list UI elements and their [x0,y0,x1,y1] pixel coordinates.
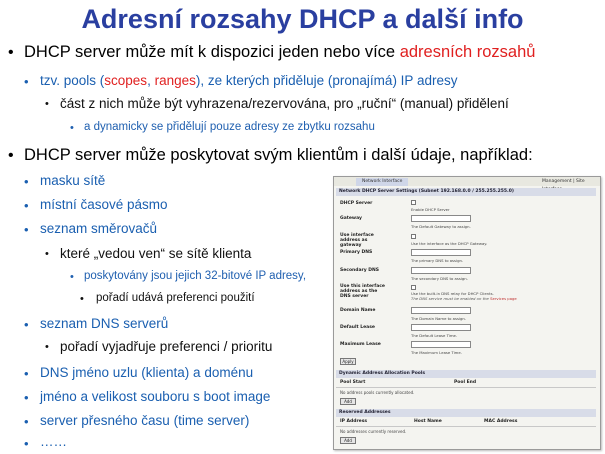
bullet-dot: • [24,74,29,89]
gateway-help: The Default Gateway to assign. [411,224,471,229]
router-dhcp-screenshot [333,176,601,450]
secondary-dns-input[interactable] [411,267,471,274]
add-pool-button[interactable]: Add [340,398,356,405]
tab-bar [334,177,600,186]
use-iface-dns-checkbox[interactable] [411,285,416,290]
use-iface-gw-label: Use interface address as gateway [340,233,374,248]
bullet-dot: • [24,174,29,189]
pool-start-col: Pool Start [340,380,366,385]
secondary-dns-help: The secondary DNS to assign. [411,276,468,281]
dhcp-settings-header: Network DHCP Server Settings (Subnet 192.168.0.0 / 255.255.255.0) [336,188,596,196]
bullet-dot: • [24,366,29,381]
bullet-text: , [147,73,155,88]
res-host-col: Host Name [414,419,442,424]
domain-input[interactable] [411,307,471,314]
max-lease-label: Maximum Lease [340,342,381,347]
dhcp-server-help: Enable DHCP Server [411,207,450,212]
default-lease-label: Default Lease [340,325,375,330]
help-italic-text: The DNS service must be enabled on the [411,296,489,301]
bullet-text: ), ze kterých přiděluje (pronajímá) IP adresy [195,73,458,88]
bullet-dot: • [80,293,84,305]
pool-end-col: Pool End [454,380,477,385]
use-iface-gw-checkbox[interactable] [411,234,416,239]
default-lease-help: The Default Lease Time. [411,333,458,338]
bullet-reserved: část z nich může být vyhrazena/rezervována, pro „ruční“ (manual) přidělení [60,96,509,111]
item-ellipsis: …… [40,434,67,449]
default-lease-input[interactable] [411,324,471,331]
domain-label: Domain Name [340,308,376,313]
divider [336,387,596,388]
item-mask: masku sítě [40,173,106,188]
apply-button[interactable]: Apply [340,358,356,365]
bullet-dot: • [45,341,49,353]
pools-empty-text: No address pools currently allocated. [340,390,415,395]
bullet-dot: • [45,248,49,260]
add-reserved-button[interactable]: Add [340,437,356,444]
highlight-text: ranges [154,73,196,88]
max-lease-input[interactable] [411,341,471,348]
pools-header: Dynamic Address Allocation Pools [336,370,596,378]
item-dns: seznam DNS serverů [40,316,169,331]
max-lease-help: The Maximum Lease Time. [411,350,462,355]
dhcp-server-checkbox[interactable] [411,200,416,205]
bullet-dhcp-extra: DHCP server může poskytovat svým klientům i další údaje, například: [24,146,533,164]
secondary-dns-label: Secondary DNS [340,268,379,273]
reserved-empty-text: No addresses currently reserved. [340,429,407,434]
item-routers-out: které „vedou ven“ se sítě klienta [60,246,252,261]
gateway-input[interactable] [411,215,471,222]
tab-links[interactable]: Management | Site [542,179,585,184]
bullet-dot: • [70,271,74,283]
bullet-dot: • [24,414,29,429]
item-routers: seznam směrovačů [40,221,158,236]
use-iface-dns-help: Use the built-in DNS relay for DHCP Clients. [411,291,494,296]
primary-dns-help: The primary DNS to assign. [411,258,464,263]
bullet-text: DHCP server může mít k dispozici jeden nebo více [24,43,400,61]
bullet-dot: • [24,317,29,332]
res-mac-col: MAC Address [484,419,518,424]
bullet-dynamic: a dynamicky se přidělují pouze adresy ze zbytku rozsahu [84,121,375,133]
res-ip-col: IP Address [340,419,368,424]
bullet-pools [40,73,457,88]
bullet-dot: • [8,147,14,164]
item-boot-image: jméno a velikost souboru s boot image [40,389,271,404]
services-page-link[interactable]: Services page [490,296,517,301]
highlight-text: scopes [104,73,148,88]
bullet-dot: • [24,436,29,451]
item-hostname: DNS jméno uzlu (klienta) a doménu [40,365,254,380]
bullet-dot: • [8,44,14,61]
bullet-dhcp-ranges [24,43,535,62]
divider [336,426,596,427]
use-iface-dns-label: Use this interface address as the DNS server [340,284,385,299]
primary-dns-input[interactable] [411,249,471,256]
domain-help: The Domain Name to assign. [411,316,466,321]
use-iface-dns-help2 [411,296,517,301]
reserved-header: Reserved Addresses [336,409,596,417]
item-routers-order: pořadí udává preferenci použití [96,292,255,304]
item-dns-order: pořadí vyjadřuje preferenci / prioritu [60,339,273,354]
item-time-server: server přesného času (time server) [40,413,250,428]
bullet-dot: • [24,222,29,237]
bullet-dot: • [24,198,29,213]
dhcp-server-label: DHCP Server [340,201,373,206]
item-timezone: místní časové pásmo [40,197,168,212]
highlight-text: adresních rozsahů [399,43,536,61]
bullet-text: tzv. pools ( [40,73,105,88]
primary-dns-label: Primary DNS [340,250,373,255]
gateway-label: Gateway [340,216,362,221]
bullet-dot: • [45,98,49,110]
slide-title: Adresní rozsahy DHCP a další info [81,4,524,34]
bullet-dot: • [70,122,74,134]
item-routers-ip: poskytovány jsou jejich 32-bitové IP adresy, [84,270,307,282]
use-iface-gw-help: Use the interface as the DHCP Gateway. [411,241,488,246]
bullet-dot: • [24,390,29,405]
tab-network-interface[interactable]: Network Interface [356,178,408,186]
